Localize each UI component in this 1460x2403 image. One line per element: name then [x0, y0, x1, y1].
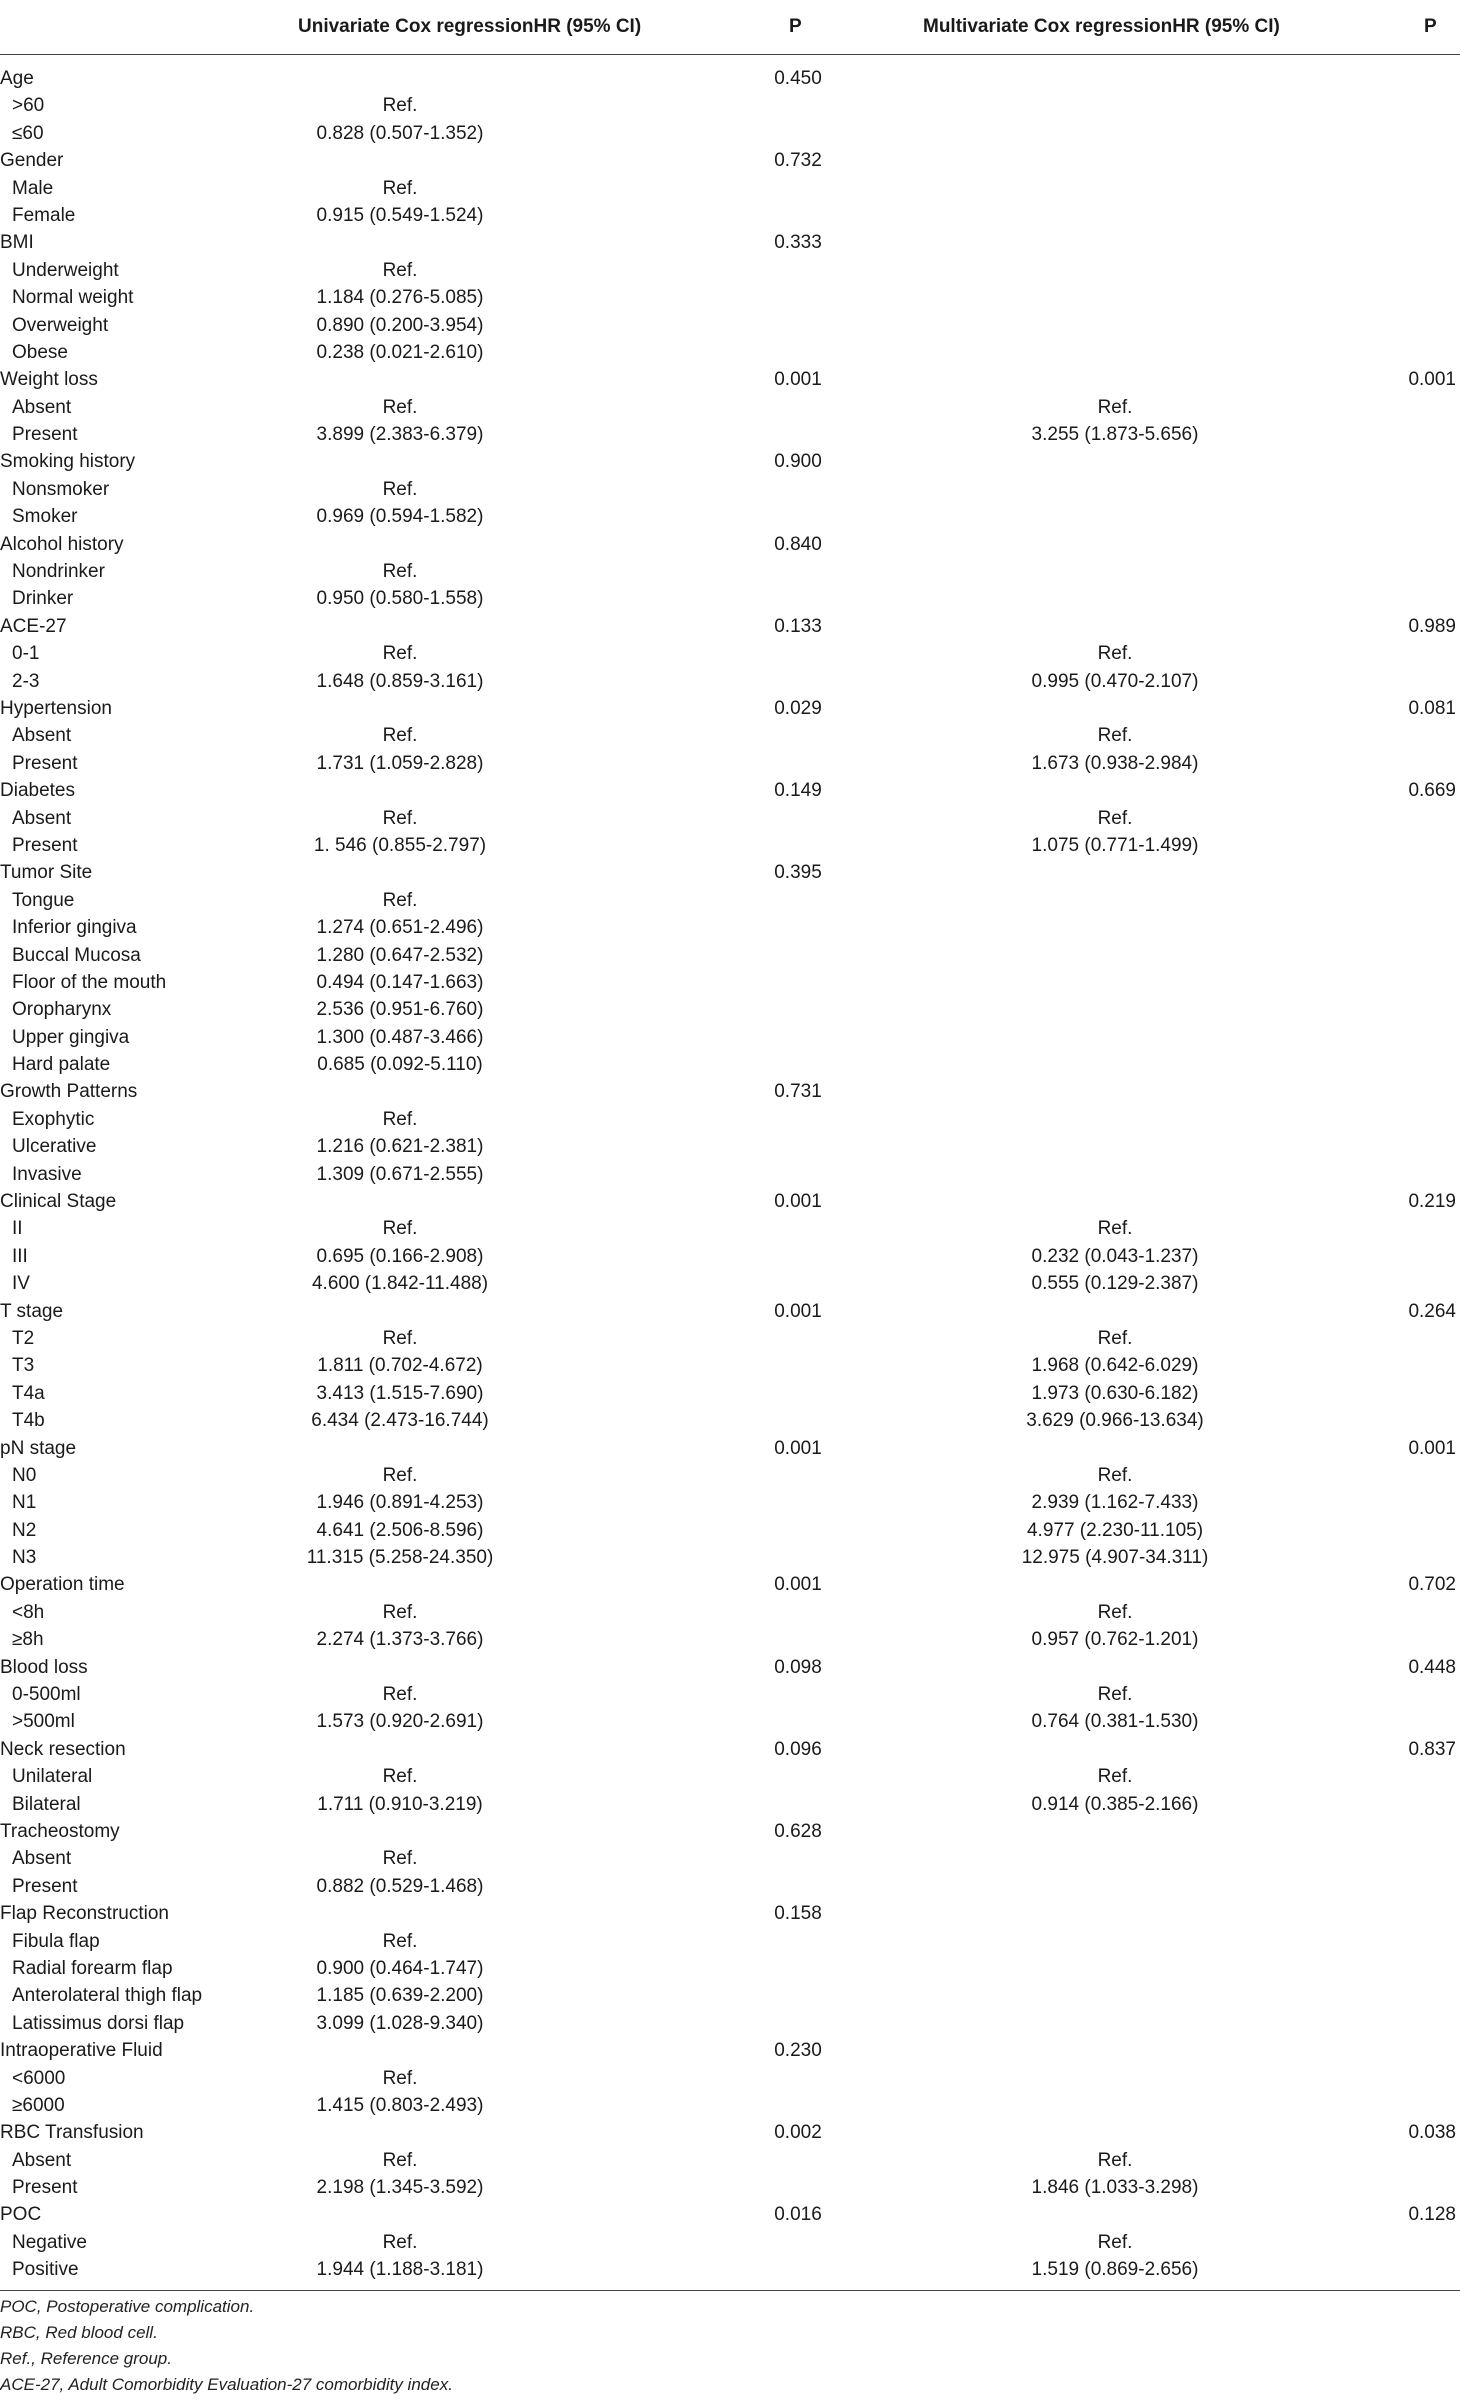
multivariate-hr-cell: Ref. [1097, 1218, 1133, 1240]
table-subrow [0, 1489, 1460, 1516]
univariate-hr-cell: 1.573 (0.920-2.691) [316, 1711, 484, 1733]
row-label: Underweight [12, 259, 119, 281]
multivariate-hr-cell: 0.995 (0.470-2.107) [1031, 670, 1199, 692]
row-label: III [12, 1245, 28, 1267]
univariate-p-cell: 0.450 [774, 68, 822, 89]
row-label: Weight loss [0, 369, 98, 391]
p-value-header-univariate: P [789, 16, 802, 37]
row-label: Floor of the mouth [12, 971, 167, 993]
table-subrow [0, 1133, 1460, 1160]
row-label: Intraoperative Fluid [0, 2040, 163, 2062]
univariate-hr-cell: Ref. [382, 95, 418, 117]
univariate-hr-cell: 1.274 (0.651-2.496) [316, 917, 484, 939]
row-label: ≥8h [12, 1629, 44, 1651]
row-label: Absent [12, 807, 72, 829]
table-subrow [0, 1243, 1460, 1270]
multivariate-p-cell: 0.038 [1408, 2122, 1456, 2144]
univariate-hr-cell: 0.494 (0.147-1.663) [316, 971, 484, 993]
row-label: IV [12, 1273, 30, 1295]
table-subrow [0, 1161, 1460, 1188]
univariate-hr-cell: Ref. [382, 396, 418, 418]
table-subrow [0, 1462, 1460, 1489]
univariate-p-cell: 0.001 [774, 369, 822, 391]
univariate-hr-cell: 2.274 (1.373-3.766) [316, 1629, 484, 1651]
row-label: Present [12, 752, 78, 774]
multivariate-p-cell: 0.219 [1408, 1191, 1456, 1213]
row-label: Negative [12, 2231, 87, 2253]
row-label: Tumor Site [0, 862, 93, 884]
multivariate-hr-cell: 3.629 (0.966-13.634) [1026, 1410, 1204, 1432]
univariate-p-cell: 0.016 [774, 2204, 822, 2226]
univariate-hr-cell: 1.415 (0.803-2.493) [316, 2094, 484, 2116]
row-label: BMI [0, 232, 34, 254]
row-label: Present [12, 2177, 78, 2199]
table-subrow [0, 558, 1460, 585]
multivariate-p-cell: 0.669 [1408, 780, 1456, 802]
univariate-hr-cell: 1.648 (0.859-3.161) [316, 670, 484, 692]
multivariate-hr-cell: 3.255 (1.873-5.656) [1031, 424, 1199, 446]
row-label: Latissimus dorsi flap [12, 2012, 185, 2034]
univariate-hr-cell: 2.198 (1.345-3.592) [316, 2177, 484, 2199]
table-variable-row [0, 859, 1460, 886]
table-subrow [0, 1325, 1460, 1352]
multivariate-p-cell: 0.001 [1408, 1437, 1456, 1459]
univariate-hr-cell: 0.950 (0.580-1.558) [316, 588, 484, 610]
univariate-hr-cell: Ref. [382, 1108, 418, 1130]
footnotes [0, 2294, 453, 2398]
univariate-hr-cell: Ref. [382, 1464, 418, 1486]
row-label: Overweight [12, 314, 109, 336]
univariate-p-cell: 0.840 [774, 533, 822, 555]
row-label: Absent [12, 2149, 72, 2171]
multivariate-hr-cell: Ref. [1097, 1766, 1133, 1788]
table-subrow [0, 1845, 1460, 1872]
table-variable-row [0, 1298, 1460, 1325]
table-subrow [0, 202, 1460, 229]
multivariate-hr-cell: 1.968 (0.642-6.029) [1031, 1355, 1199, 1377]
univariate-hr-cell: Ref. [382, 177, 418, 199]
table-subrow [0, 887, 1460, 914]
univariate-hr-cell: Ref. [382, 889, 418, 911]
univariate-hr-cell: 4.600 (1.842-11.488) [311, 1273, 489, 1295]
table-subrow [0, 1407, 1460, 1434]
multivariate-header: Multivariate Cox regressionHR (95% CI) [923, 16, 1280, 37]
table-subrow [0, 2065, 1460, 2092]
table-variable-row [0, 613, 1460, 640]
table-subrow [0, 1873, 1460, 1900]
univariate-hr-cell: 0.238 (0.021-2.610) [316, 341, 484, 363]
multivariate-hr-cell: Ref. [1097, 2231, 1133, 2253]
univariate-hr-cell: 4.641 (2.506-8.596) [316, 1519, 484, 1541]
univariate-p-cell: 0.900 [774, 451, 822, 473]
row-label: pN stage [0, 1437, 77, 1459]
univariate-hr-cell: 0.685 (0.092-5.110) [317, 1054, 483, 1076]
multivariate-p-cell: 0.989 [1408, 615, 1456, 637]
multivariate-hr-cell: 1.673 (0.938-2.984) [1031, 752, 1199, 774]
univariate-hr-cell: Ref. [382, 725, 418, 747]
table-body [0, 55, 1460, 2284]
table-subrow [0, 1106, 1460, 1133]
row-label: POC [0, 2204, 42, 2226]
multivariate-p-cell: 0.264 [1408, 1300, 1456, 1322]
univariate-p-cell: 0.149 [774, 780, 822, 802]
table-variable-row [0, 1188, 1460, 1215]
row-label: Absent [12, 725, 72, 747]
table-subrow [0, 668, 1460, 695]
multivariate-hr-cell: Ref. [1097, 1327, 1133, 1349]
table-subrow [0, 1955, 1460, 1982]
row-label: RBC Transfusion [0, 2122, 144, 2144]
univariate-hr-cell: 1.946 (0.891-4.253) [316, 1492, 484, 1514]
row-label: N3 [12, 1547, 37, 1569]
table-subrow [0, 92, 1460, 119]
row-label: Hypertension [0, 697, 112, 719]
table-subrow [0, 339, 1460, 366]
table-subrow [0, 1544, 1460, 1571]
univariate-hr-cell: Ref. [382, 2067, 418, 2089]
row-label: Hard palate [12, 1054, 111, 1076]
row-label: <6000 [12, 2067, 66, 2089]
univariate-hr-cell: 0.695 (0.166-2.908) [316, 1245, 484, 1267]
row-label: T3 [12, 1355, 35, 1377]
table-subrow [0, 2147, 1460, 2174]
table-subrow [0, 1352, 1460, 1379]
table-subrow [0, 2092, 1460, 2119]
row-label: Female [12, 204, 76, 226]
multivariate-p-cell: 0.081 [1408, 697, 1456, 719]
univariate-hr-cell: 3.413 (1.515-7.690) [316, 1382, 484, 1404]
row-label: Invasive [12, 1163, 82, 1185]
univariate-hr-cell: 2.536 (0.951-6.760) [316, 999, 484, 1021]
row-label: 0-500ml [12, 1684, 81, 1706]
multivariate-hr-cell: 1.973 (0.630-6.182) [1031, 1382, 1199, 1404]
univariate-hr-cell: Ref. [382, 1327, 418, 1349]
univariate-hr-cell: 0.969 (0.594-1.582) [316, 506, 484, 528]
row-label: Obese [12, 341, 68, 363]
univariate-hr-cell: 1.731 (1.059-2.828) [316, 752, 484, 774]
multivariate-hr-cell: 0.957 (0.762-1.201) [1031, 1629, 1199, 1651]
table-subrow [0, 585, 1460, 612]
row-label: Smoker [12, 506, 78, 528]
table-subrow [0, 1517, 1460, 1544]
univariate-p-cell: 0.133 [774, 615, 822, 637]
row-label: Upper gingiva [12, 1026, 130, 1048]
univariate-hr-cell: 1.280 (0.647-2.532) [316, 944, 484, 966]
univariate-hr-cell: 1.185 (0.639-2.200) [316, 1985, 484, 2007]
multivariate-hr-cell: Ref. [1097, 1601, 1133, 1623]
row-label: Age [0, 68, 34, 89]
p-value-header-multivariate: P [1424, 16, 1437, 37]
table-subrow [0, 1380, 1460, 1407]
row-label: Flap Reconstruction [0, 1903, 169, 1925]
row-label: Operation time [0, 1574, 125, 1596]
multivariate-hr-cell: Ref. [1097, 2149, 1133, 2171]
table-subrow [0, 503, 1460, 530]
row-label: Alcohol history [0, 533, 124, 555]
table-subrow [0, 722, 1460, 749]
table-subrow [0, 1270, 1460, 1297]
univariate-p-cell: 0.230 [774, 2040, 822, 2062]
univariate-hr-cell: 1.216 (0.621-2.381) [316, 1136, 484, 1158]
row-label: T2 [12, 1327, 35, 1349]
table-subrow [0, 476, 1460, 503]
univariate-hr-cell: Ref. [382, 1848, 418, 1870]
table-subrow [0, 1626, 1460, 1653]
univariate-hr-cell: 1.944 (1.188-3.181) [316, 2259, 484, 2281]
univariate-hr-cell: 1.309 (0.671-2.555) [316, 1163, 484, 1185]
univariate-p-cell: 0.001 [774, 1191, 822, 1213]
row-label: Tongue [12, 889, 75, 911]
table-variable-row [0, 1736, 1460, 1763]
table-variable-row [0, 147, 1460, 174]
table-subrow [0, 1708, 1460, 1735]
univariate-p-cell: 0.096 [774, 1738, 822, 1760]
univariate-p-cell: 0.395 [774, 862, 822, 884]
row-label: >60 [12, 95, 45, 117]
multivariate-hr-cell: 2.939 (1.162-7.433) [1031, 1492, 1199, 1514]
row-label: Inferior gingiva [12, 917, 137, 939]
univariate-hr-cell: 1.811 (0.702-4.672) [317, 1355, 483, 1377]
univariate-p-cell: 0.029 [774, 697, 822, 719]
table-subrow [0, 1763, 1460, 1790]
univariate-hr-cell: Ref. [382, 2149, 418, 2171]
univariate-p-cell: 0.731 [774, 1081, 822, 1103]
multivariate-hr-cell: 0.232 (0.043-1.237) [1031, 1245, 1199, 1267]
multivariate-hr-cell: Ref. [1097, 1464, 1133, 1486]
row-label: Absent [12, 1848, 72, 1870]
table-variable-row [0, 1900, 1460, 1927]
table-subrow [0, 832, 1460, 859]
univariate-hr-cell: Ref. [382, 561, 418, 583]
table-subrow [0, 394, 1460, 421]
multivariate-hr-cell: 1.519 (0.869-2.656) [1031, 2259, 1199, 2281]
table-variable-row [0, 2119, 1460, 2146]
table-subrow [0, 996, 1460, 1023]
multivariate-hr-cell: 0.555 (0.129-2.387) [1031, 1273, 1199, 1295]
multivariate-p-cell: 0.448 [1408, 1656, 1456, 1678]
row-label: T4a [12, 1382, 45, 1404]
univariate-hr-cell: 0.828 (0.507-1.352) [316, 122, 484, 144]
multivariate-hr-cell: Ref. [1097, 396, 1133, 418]
row-label: 0-1 [12, 643, 40, 665]
row-label: Neck resection [0, 1738, 126, 1760]
univariate-hr-cell: Ref. [382, 259, 418, 281]
univariate-p-cell: 0.002 [774, 2122, 822, 2144]
row-label: ≥6000 [12, 2094, 65, 2116]
row-label: Drinker [12, 588, 74, 610]
multivariate-hr-cell: Ref. [1097, 1684, 1133, 1706]
univariate-hr-cell: Ref. [382, 807, 418, 829]
univariate-hr-cell: 1. 546 (0.855-2.797) [313, 834, 487, 856]
univariate-p-cell: 0.001 [774, 1437, 822, 1459]
row-label: Clinical Stage [0, 1191, 117, 1213]
multivariate-p-cell: 0.837 [1408, 1738, 1456, 1760]
table-variable-row [0, 448, 1460, 475]
row-label: Absent [12, 396, 72, 418]
multivariate-p-cell: 0.702 [1408, 1574, 1456, 1596]
univariate-hr-cell: 1.711 (0.910-3.219) [317, 1793, 483, 1815]
table-subrow [0, 1215, 1460, 1242]
multivariate-hr-cell: 0.914 (0.385-2.166) [1031, 1793, 1199, 1815]
table-subrow [0, 284, 1460, 311]
row-label: Diabetes [0, 780, 75, 802]
table-subrow [0, 312, 1460, 339]
univariate-hr-cell: 11.315 (5.258-24.350) [306, 1547, 494, 1569]
univariate-p-cell: 0.333 [774, 232, 822, 254]
table-subrow [0, 1599, 1460, 1626]
table-subrow [0, 1024, 1460, 1051]
univariate-hr-cell: 3.899 (2.383-6.379) [316, 424, 484, 446]
row-label: Nondrinker [12, 561, 105, 583]
table-subrow [0, 1791, 1460, 1818]
table-variable-row [0, 1078, 1460, 1105]
univariate-hr-cell: 0.890 (0.200-3.954) [316, 314, 484, 336]
univariate-hr-cell: 0.915 (0.549-1.524) [316, 204, 484, 226]
footnote: ACE-27, Adult Comorbidity Evaluation-27 comorbidity index. [0, 2375, 453, 2394]
row-label: Exophytic [12, 1108, 95, 1130]
table-subrow [0, 1982, 1460, 2009]
table-variable-row [0, 1435, 1460, 1462]
row-label: Gender [0, 150, 64, 172]
table-subrow [0, 640, 1460, 667]
row-label: Present [12, 424, 78, 446]
table-variable-row [0, 1571, 1460, 1598]
univariate-hr-cell: 0.882 (0.529-1.468) [316, 1875, 484, 1897]
multivariate-hr-cell: Ref. [1097, 725, 1133, 747]
row-label: T stage [0, 1300, 64, 1322]
multivariate-hr-cell: Ref. [1097, 807, 1133, 829]
row-label: Present [12, 834, 78, 856]
table-variable-row [0, 777, 1460, 804]
univariate-p-cell: 0.098 [774, 1656, 822, 1678]
table-variable-row [0, 531, 1460, 558]
univariate-hr-cell: Ref. [382, 1218, 418, 1240]
row-label: Blood loss [0, 1656, 88, 1678]
table-header [0, 0, 1460, 55]
footnote: Ref., Reference group. [0, 2349, 172, 2368]
univariate-hr-cell: Ref. [382, 2231, 418, 2253]
table-variable-row [0, 366, 1460, 393]
table-variable-row [0, 1654, 1460, 1681]
row-label: Fibula flap [12, 1930, 100, 1952]
multivariate-hr-cell: 1.075 (0.771-1.499) [1031, 834, 1199, 856]
row-label: <8h [12, 1601, 45, 1623]
univariate-header: Univariate Cox regressionHR (95% CI) [298, 16, 642, 37]
univariate-hr-cell: Ref. [382, 643, 418, 665]
multivariate-p-cell: 0.001 [1408, 369, 1456, 391]
table-subrow [0, 2256, 1460, 2283]
table-variable-row [0, 229, 1460, 256]
table-subrow [0, 942, 1460, 969]
row-label: Nonsmoker [12, 478, 110, 500]
table-subrow [0, 1681, 1460, 1708]
row-label: Positive [12, 2259, 79, 2281]
multivariate-p-cell: 0.128 [1408, 2204, 1456, 2226]
row-label: ACE-27 [0, 615, 67, 637]
row-label: >500ml [12, 1711, 75, 1733]
univariate-hr-cell: Ref. [382, 1601, 418, 1623]
row-label: Unilateral [12, 1766, 93, 1788]
row-label: Growth Patterns [0, 1081, 138, 1103]
row-label: 2-3 [12, 670, 40, 692]
multivariate-hr-cell: Ref. [1097, 643, 1133, 665]
univariate-p-cell: 0.001 [774, 1300, 822, 1322]
row-label: N2 [12, 1519, 37, 1541]
univariate-hr-cell: 6.434 (2.473-16.744) [311, 1410, 489, 1432]
table-subrow [0, 175, 1460, 202]
row-label: N1 [12, 1492, 37, 1514]
row-label: Radial forearm flap [12, 1957, 173, 1979]
table-variable-row [0, 65, 1460, 92]
table-subrow [0, 120, 1460, 147]
multivariate-hr-cell: 4.977 (2.230-11.105) [1026, 1519, 1204, 1541]
univariate-hr-cell: 3.099 (1.028-9.340) [316, 2012, 484, 2034]
footnote: RBC, Red blood cell. [0, 2323, 158, 2342]
table-subrow [0, 2229, 1460, 2256]
row-label: N0 [12, 1464, 37, 1486]
table-subrow [0, 1928, 1460, 1955]
table-subrow [0, 750, 1460, 777]
row-label: Oropharynx [12, 999, 112, 1021]
table-subrow [0, 257, 1460, 284]
multivariate-hr-cell: 0.764 (0.381-1.530) [1031, 1711, 1199, 1733]
table-subrow [0, 805, 1460, 832]
table-subrow [0, 969, 1460, 996]
univariate-hr-cell: Ref. [382, 1684, 418, 1706]
table-variable-row [0, 2201, 1460, 2228]
row-label: Bilateral [12, 1793, 81, 1815]
univariate-hr-cell: Ref. [382, 1930, 418, 1952]
multivariate-hr-cell: 1.846 (1.033-3.298) [1031, 2177, 1199, 2199]
table-subrow [0, 1051, 1460, 1078]
table-subrow [0, 914, 1460, 941]
row-label: Present [12, 1875, 78, 1897]
univariate-p-cell: 0.001 [774, 1574, 822, 1596]
table-subrow [0, 2010, 1460, 2037]
univariate-hr-cell: 1.184 (0.276-5.085) [316, 287, 484, 309]
row-label: Smoking history [0, 451, 136, 473]
univariate-p-cell: 0.628 [774, 1821, 822, 1842]
univariate-p-cell: 0.158 [774, 1903, 822, 1925]
footnote: POC, Postoperative complication. [0, 2297, 255, 2316]
row-label: Ulcerative [12, 1136, 97, 1158]
row-label: T4b [12, 1410, 45, 1432]
row-label: Male [12, 177, 54, 199]
table-variable-row [0, 1818, 1460, 1845]
univariate-hr-cell: Ref. [382, 478, 418, 500]
table-variable-row [0, 695, 1460, 722]
table-subrow [0, 2174, 1460, 2201]
univariate-hr-cell: 0.900 (0.464-1.747) [316, 1957, 484, 1979]
row-label: II [12, 1218, 23, 1240]
row-label: Normal weight [12, 287, 134, 309]
row-label: Tracheostomy [0, 1821, 120, 1842]
univariate-p-cell: 0.732 [774, 150, 822, 172]
multivariate-hr-cell: 12.975 (4.907-34.311) [1021, 1547, 1209, 1569]
row-label: ≤60 [12, 122, 44, 144]
univariate-hr-cell: Ref. [382, 1766, 418, 1788]
univariate-hr-cell: 1.300 (0.487-3.466) [316, 1026, 484, 1048]
row-label: Buccal Mucosa [12, 944, 141, 966]
table-bottom-rule [0, 2290, 1460, 2291]
row-label: Anterolateral thigh flap [12, 1985, 203, 2007]
table-variable-row [0, 2037, 1460, 2064]
table-subrow [0, 421, 1460, 448]
